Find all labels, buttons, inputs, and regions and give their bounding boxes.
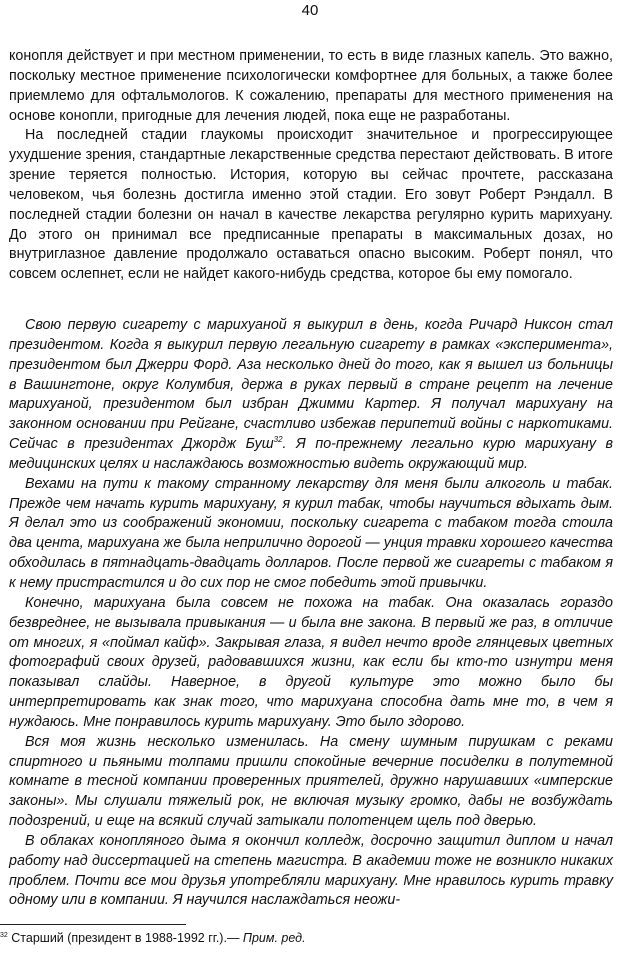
footnote-text: Старший (президент в 1988-1992 гг.).—	[7, 931, 243, 945]
story-paragraph-text: . Я по-прежнему легально курю марихуану в медицинских целях и наслаждаюсь возможностью видеть окружающий мир.	[9, 436, 613, 472]
story-paragraph: В облаках конопляного дыма я окончил колледж, досрочно защитил диплом и начал работу над диссертацией на степень магистра. В академии тоже не возникло никаких проблем. Почти все мои друзья употребляли марихуану. Мне нравилось курить травку одному или в компании. Я научился наслаждаться неожи-	[9, 832, 613, 909]
story-paragraph-text: Свою первую сигарету с марихуаной я выкурил в день, когда Ричард Никсон стал президентом. Когда я выкурил первую легальную сигарету в рамках «эксперимента», президентом был Джерри Форд. Аза несколько дней до того, как я вышел из больницы в Вашингтоне, округ Колумбия, держа в руках первый в стране рецепт на лечение марихуаной, президентом был избран Джимми Картер. Я получал марихуану на законном основании при Рейгане, счастливо избежав перипетий войны с наркотиками. Сейчас в президентах Джордж Буш	[9, 317, 613, 453]
footnote-editor-note: Прим. ред.	[242, 931, 306, 945]
story-paragraph: Конечно, марихуана была совсем не похожа на табак. Она оказалась гораздо безвреднее, не вызывала привыкания — и была вне закона. В первый же раз, в отличие от многих, я «поймал кайф». Закрывая глаза, я видел нечто вроде глянцевых цветных фотографий своих друзей, радовавшихся жизни, как если бы кто-то изнутри меня показывал слайды. Наверное, в другой культуре это можно было бы интерпретировать как знак того, что марихуана способна дать мне то, в чем я нуждаюсь. Мне понравилось курить марихуану. Это было здорово.	[9, 594, 613, 730]
story-text	[9, 316, 613, 911]
intro-paragraph: конопля действует и при местном применении, то есть в виде глазных капель. Это важно, поскольку местное применение психологически комфортнее для больных, а также более приемлемо для офтальмологов. К сожалению, препараты для местного применения на основе конопли, пригодные для лечения людей, пока еще не разработаны.	[9, 48, 613, 124]
story-paragraph: Вся моя жизнь несколько изменилась. На смену шумным пирушкам с реками спиртного и пьяными толпами пришли спокойные вечерние посиделки в полутемной комнате в тесной компании проверенных приятелей, дружно нарушавших «имперские законы». Мы слушали тяжелый рок, не включая музыку громко, дабы не возбуждать подозрений, и еще на всякий случай затыкали полотенцем щель под дверью.	[9, 733, 613, 830]
story-paragraph	[9, 316, 613, 475]
intro-paragraph: На последней стадии глаукомы происходит значительное и прогрессирующее ухудшение зрения, стандартные лекарственные средства перестают действовать. В итоге зрение теряется полностью. История, которую вы сейчас прочтете, рассказана человеком, чья болезнь достигла именно этой стадии. Его зовут Роберт Рэндалл. В последней стадии болезни он начал в качестве лекарства регулярно курить марихуану. До этого он принимал все предписанные препараты в максимальных дозах, но внутриглазное давление продолжало оставаться опасно высоким. Роберт понял, что совсем ослепнет, если не найдет какого-нибудь средства, которое бы ему помогало.	[9, 127, 613, 283]
page-number: 40	[301, 2, 319, 19]
intro-text	[9, 47, 613, 285]
footnote-divider	[0, 924, 186, 925]
story-paragraph: Вехами на пути к такому странному лекарству для меня были алкоголь и табак. Прежде чем начать курить марихуану, я курил табак, чтобы научиться вдыхать дым. Я делал это из соображений экономии, поскольку сигарета с табаком тогда стоила два цента, марихуана же была неприлично дорогой — унция травки хорошего качества обходилась в пятнадцать-двадцать долларов. После первой же сигареты с табаком я к нему пристрастился и до сих пор не смог победить этой привычки.	[9, 475, 613, 591]
footnote-number: 32	[0, 932, 8, 939]
footnote	[0, 930, 306, 946]
footnote-reference: 32	[273, 435, 283, 445]
